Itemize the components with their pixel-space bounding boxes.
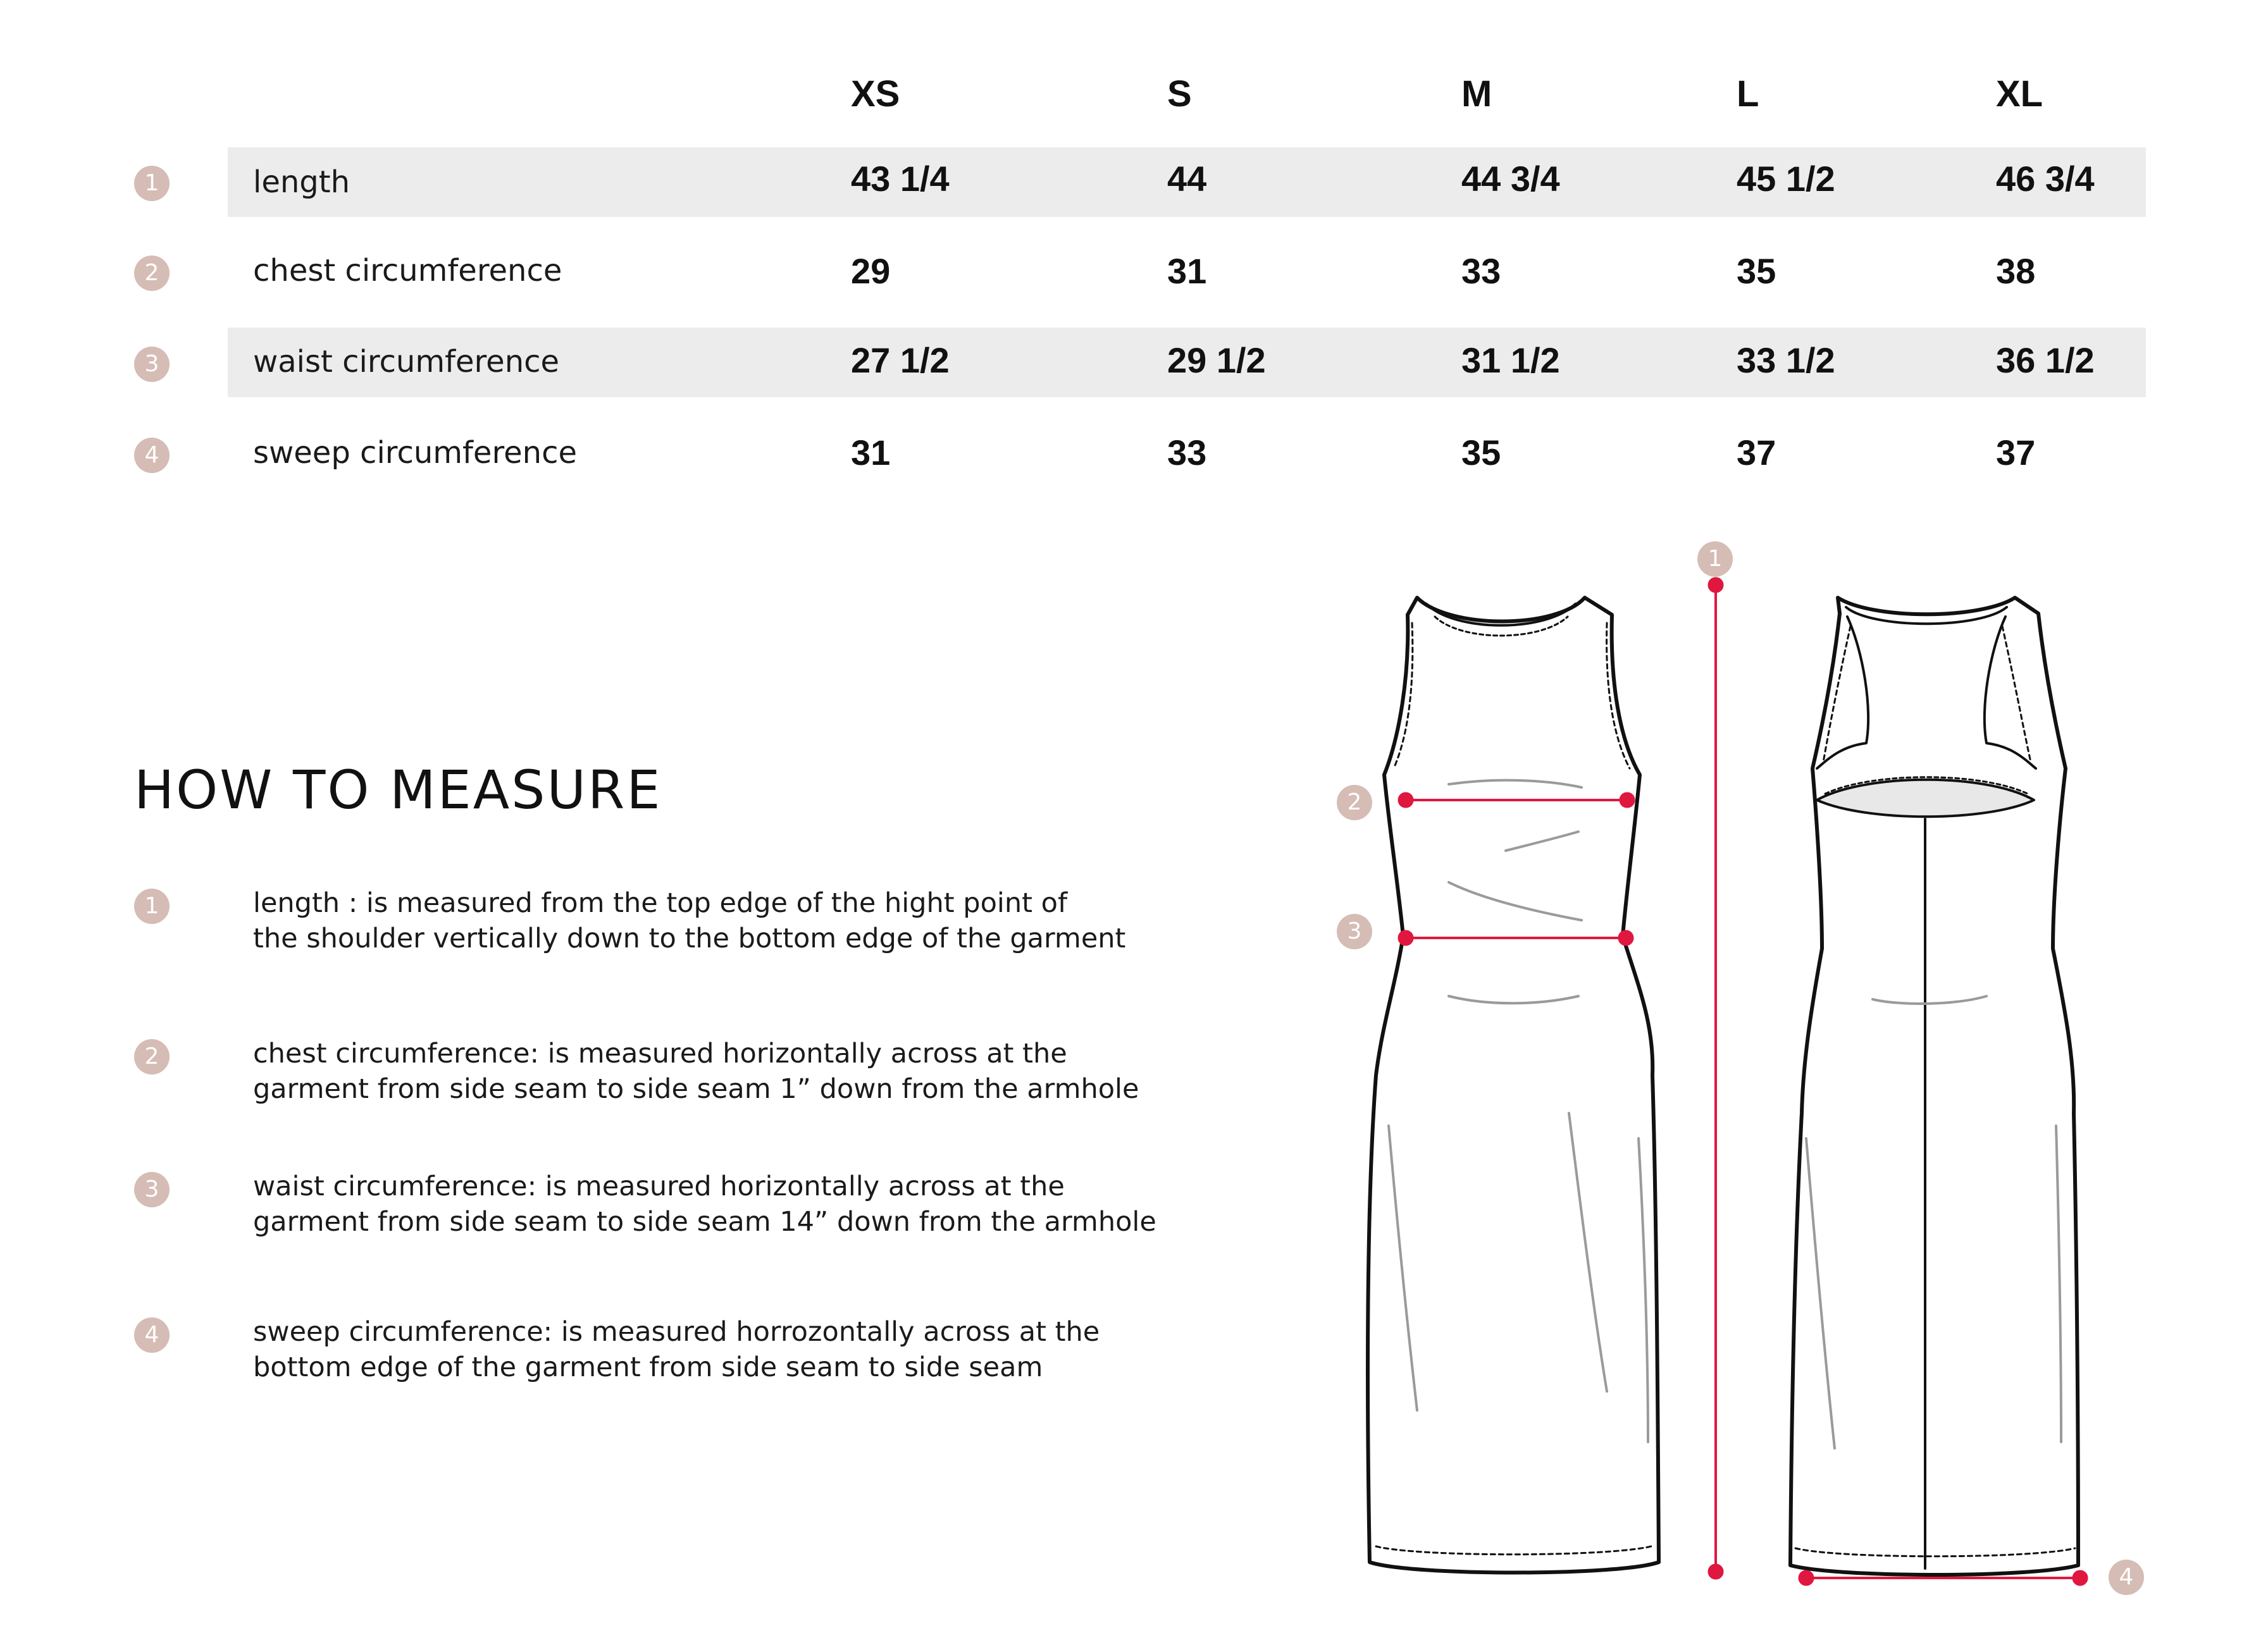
length-top-marker	[1708, 577, 1723, 593]
chest-right-marker	[1620, 792, 1635, 808]
waist-left-marker	[1398, 930, 1413, 946]
dress-front-illustration	[1368, 598, 1659, 1573]
table-cell: 45 1/2	[1737, 159, 1835, 199]
table-cell: 33	[1167, 433, 1207, 472]
table-cell: 38	[1996, 251, 2036, 291]
instruction-line: chest circumference: is measured horizontally across at the	[253, 1038, 1067, 1069]
instruction-index-badge: 3	[134, 1172, 170, 1207]
diagram-badge-sweep: 4	[2109, 1560, 2144, 1595]
size-header-xl: XL	[1996, 73, 2043, 114]
instruction-line: waist circumference: is measured horizontally across at the	[253, 1171, 1065, 1202]
sweep-left-marker	[1799, 1570, 1814, 1586]
instruction-index-badge: 1	[134, 889, 170, 924]
table-cell: 44 3/4	[1461, 159, 1560, 199]
table-cell: 37	[1737, 433, 1776, 472]
table-cell: 27 1/2	[851, 340, 950, 380]
diagram-badge-waist: 3	[1337, 914, 1372, 949]
instruction-index-badge: 4	[134, 1317, 170, 1353]
table-cell: 46 3/4	[1996, 159, 2095, 199]
dress-back-illustration	[1790, 598, 2078, 1575]
table-cell: 37	[1996, 433, 2036, 472]
row-index-badge: 1	[134, 166, 170, 201]
instruction-line: the shoulder vertically down to the bottom edge of the garment	[253, 923, 1126, 954]
table-cell: 33 1/2	[1737, 340, 1835, 380]
row-index-badge: 4	[134, 438, 170, 473]
section-title: HOW TO MEASURE	[134, 759, 662, 821]
sweep-right-marker	[2073, 1570, 2088, 1586]
table-cell: 29 1/2	[1167, 340, 1266, 380]
row-label-chest: chest circumference	[253, 253, 562, 288]
instruction-index-badge: 2	[134, 1039, 170, 1075]
chest-left-marker	[1398, 792, 1413, 808]
size-header-m: M	[1461, 73, 1492, 114]
waist-right-marker	[1618, 930, 1633, 946]
table-cell: 35	[1737, 251, 1776, 291]
row-label-length: length	[253, 164, 350, 200]
row-label-waist: waist circumference	[253, 344, 560, 379]
instruction-line: garment from side seam to side seam 1” down from the armhole	[253, 1073, 1139, 1105]
length-bottom-marker	[1708, 1564, 1723, 1579]
diagram-badge-chest: 2	[1337, 785, 1372, 820]
size-header-l: L	[1737, 73, 1759, 114]
table-cell: 44	[1167, 159, 1207, 199]
table-cell: 33	[1461, 251, 1501, 291]
table-cell: 29	[851, 251, 891, 291]
row-label-sweep: sweep circumference	[253, 435, 578, 471]
row-index-badge: 2	[134, 256, 170, 291]
table-cell: 43 1/4	[851, 159, 950, 199]
instruction-line: bottom edge of the garment from side seam to side seam	[253, 1352, 1043, 1383]
diagram-badge-length: 1	[1697, 541, 1733, 577]
table-cell: 31	[851, 433, 891, 472]
instruction-line: length : is measured from the top edge of the hight point of	[253, 887, 1068, 919]
table-cell: 36 1/2	[1996, 340, 2095, 380]
table-cell: 35	[1461, 433, 1501, 472]
size-header-xs: XS	[851, 73, 900, 114]
row-index-badge: 3	[134, 347, 170, 382]
size-header-s: S	[1167, 73, 1192, 114]
table-cell: 31 1/2	[1461, 340, 1560, 380]
instruction-line: sweep circumference: is measured horrozontally across at the	[253, 1316, 1100, 1348]
table-cell: 31	[1167, 251, 1207, 291]
instruction-line: garment from side seam to side seam 14” down from the armhole	[253, 1206, 1156, 1238]
